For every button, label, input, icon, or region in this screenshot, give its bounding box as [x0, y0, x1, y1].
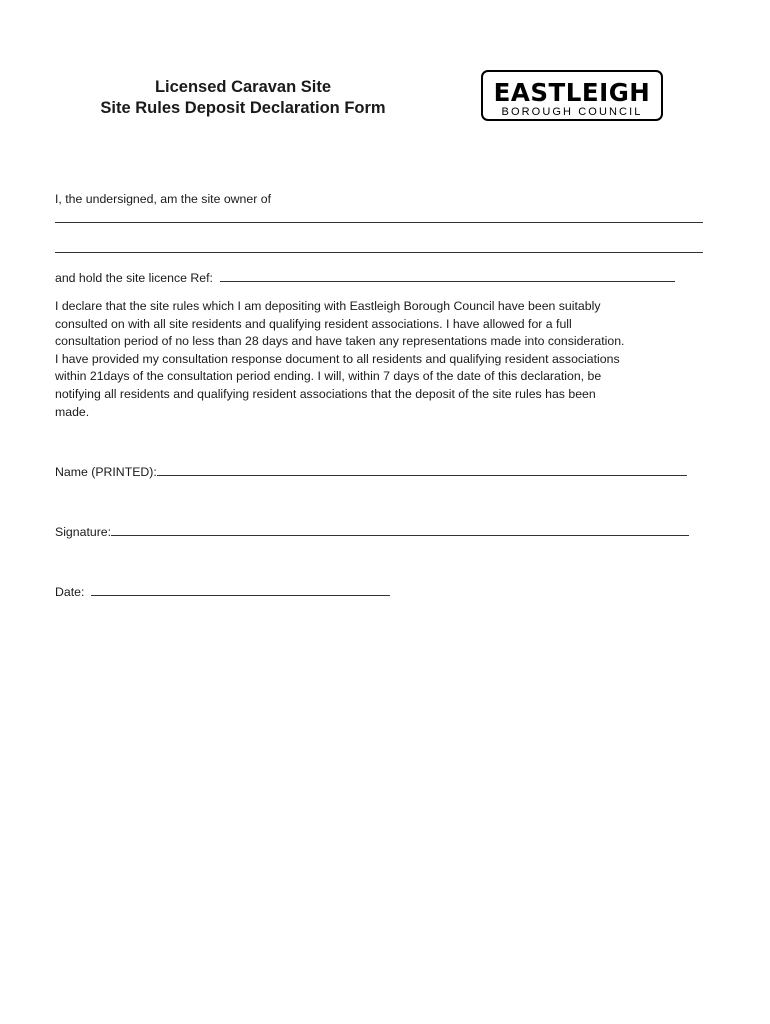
signature-field[interactable] [111, 524, 689, 536]
logo-name-bottom: BOROUGH COUNCIL [501, 106, 643, 118]
intro-text: I, the undersigned, am the site owner of [55, 192, 272, 206]
name-field[interactable] [157, 464, 687, 476]
licence-ref-field[interactable] [220, 270, 675, 282]
date-field[interactable] [91, 584, 390, 596]
licence-row [55, 270, 675, 286]
date-label: Date: [55, 585, 85, 599]
signature-row [55, 524, 689, 540]
site-address-line-2[interactable] [55, 252, 703, 253]
eastleigh-borough-council-logo [481, 70, 663, 121]
name-row [55, 464, 687, 480]
name-label: Name (PRINTED): [55, 465, 157, 479]
logo-name-top: EASTLEIGH [493, 78, 651, 107]
signature-label: Signature: [55, 525, 112, 539]
declaration-text: I declare that the site rules which I am depositing with Eastleigh Borough Council have been suitably consulted on with all site residents and qualifying resident associations. I have allowed for a full consultation period of no less than 28 days and have taken any representations made into consideration. I have provided my consultation response document to all residents and qualifying resident associations within 21days of the consultation period ending. I will, within 7 days of the date of this declaration, be notifying all residents and qualifying resident associations that the deposit of the site rules has been made. [55, 299, 625, 419]
form-title [40, 77, 446, 119]
title-line-2: Site Rules Deposit Declaration Form [100, 99, 386, 117]
date-row [55, 584, 390, 600]
licence-label: and hold the site licence Ref: [55, 271, 213, 285]
title-line-1: Licensed Caravan Site [154, 78, 332, 96]
site-address-line-1[interactable] [55, 222, 703, 223]
